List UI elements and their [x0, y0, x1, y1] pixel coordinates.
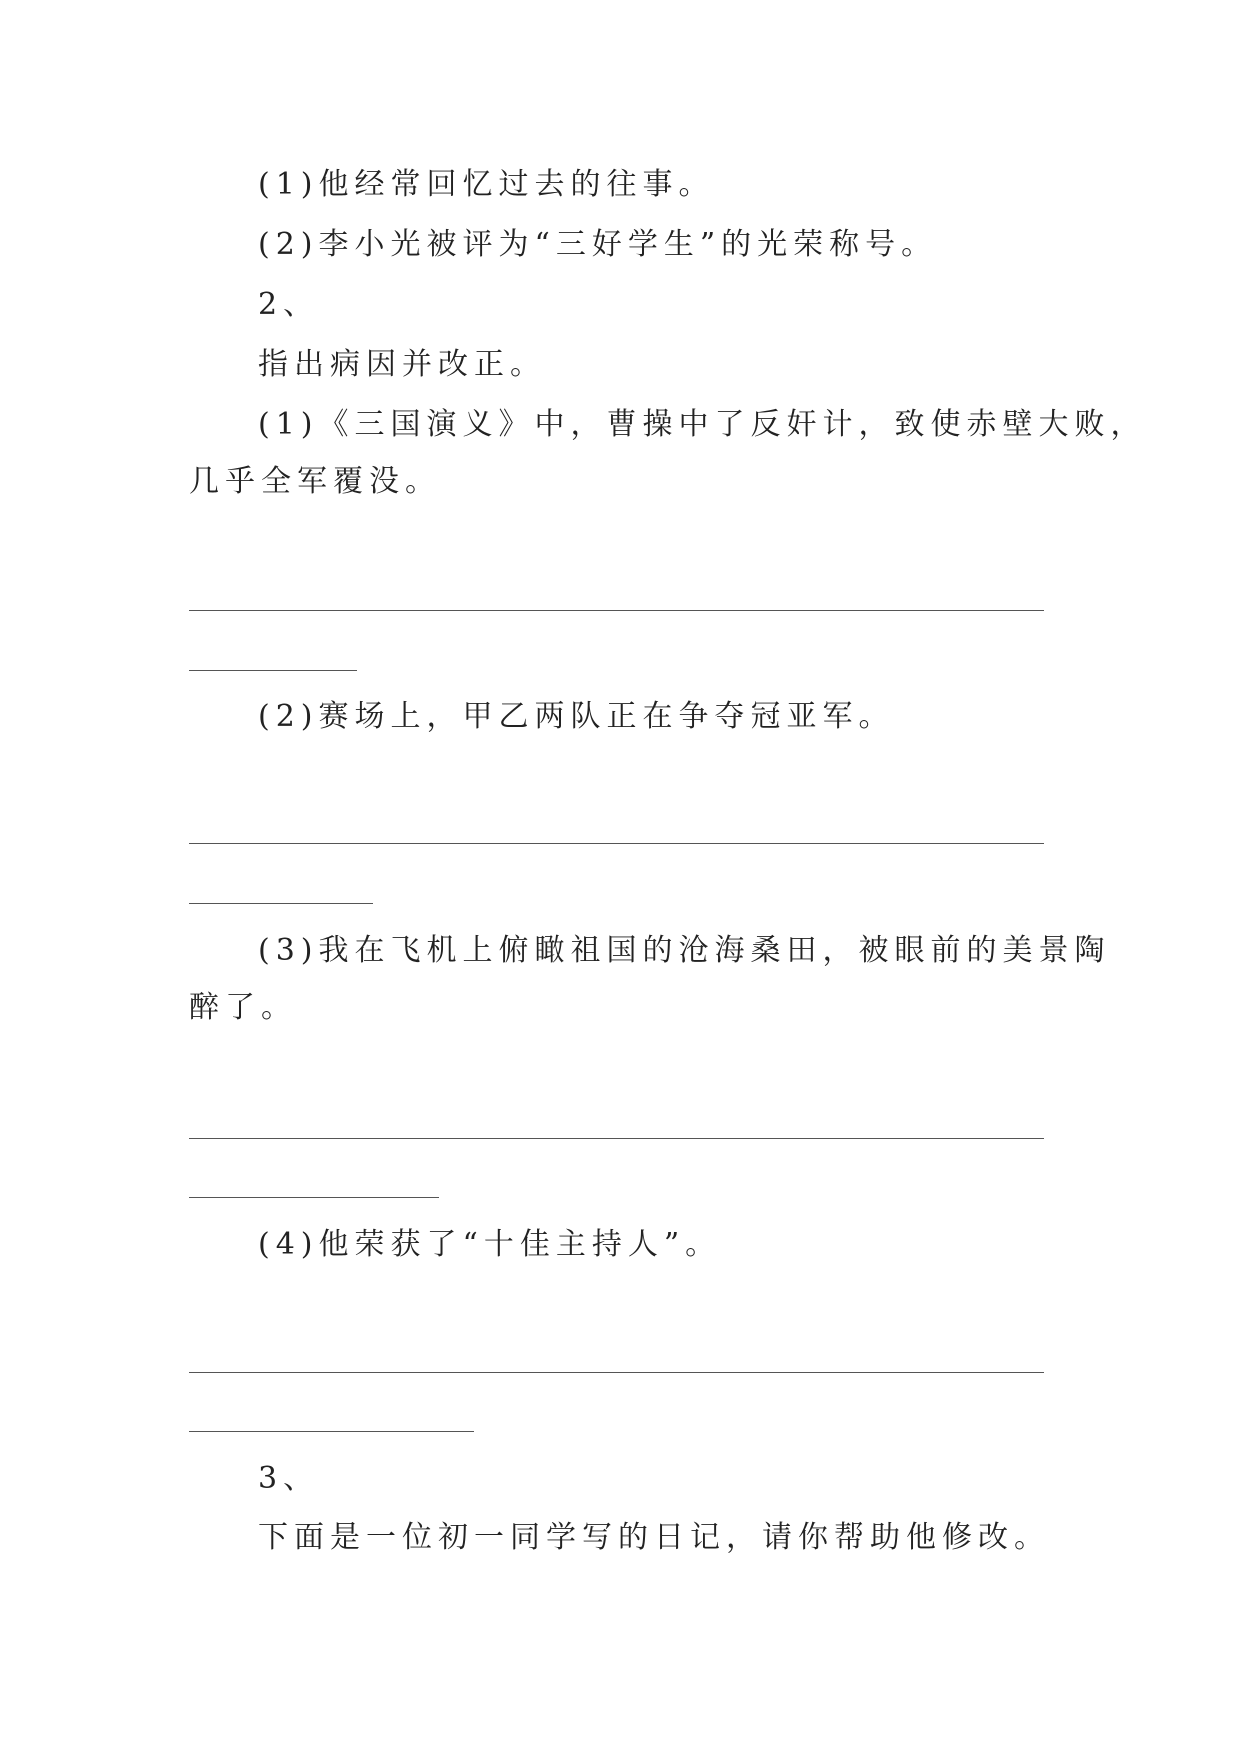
answer-line — [189, 1197, 439, 1198]
answer-line — [189, 1138, 1044, 1139]
question-2-item-1-line-1: (1)《三国演义》中，曹操中了反奸计，致使赤壁大败， — [258, 407, 1147, 442]
question-1-item-2: (2)李小光被评为“三好学生”的光荣称号。 — [258, 227, 938, 262]
question-2-number: 2、 — [258, 287, 320, 322]
question-3-number: 3、 — [258, 1461, 320, 1496]
answer-line — [189, 610, 1044, 611]
answer-line — [189, 903, 373, 904]
question-2-item-4: (4)他荣获了“十佳主持人”。 — [258, 1227, 722, 1262]
answer-line — [189, 1431, 474, 1432]
question-2-instruction: 指出病因并改正。 — [258, 347, 546, 382]
question-3-instruction: 下面是一位初一同学写的日记，请你帮助他修改。 — [258, 1520, 1050, 1555]
answer-line — [189, 843, 1044, 844]
question-2-item-2: (2)赛场上，甲乙两队正在争夺冠亚军。 — [258, 699, 895, 734]
question-1-item-1: (1)他经常回忆过去的往事。 — [258, 167, 715, 202]
answer-line — [189, 1372, 1044, 1373]
answer-line — [189, 670, 357, 671]
question-2-item-1-line-2: 几乎全军覆没。 — [189, 464, 441, 499]
question-2-item-3-line-2: 醉了。 — [189, 990, 297, 1025]
question-2-item-3-line-1: (3)我在飞机上俯瞰祖国的沧海桑田，被眼前的美景陶 — [258, 933, 1111, 968]
